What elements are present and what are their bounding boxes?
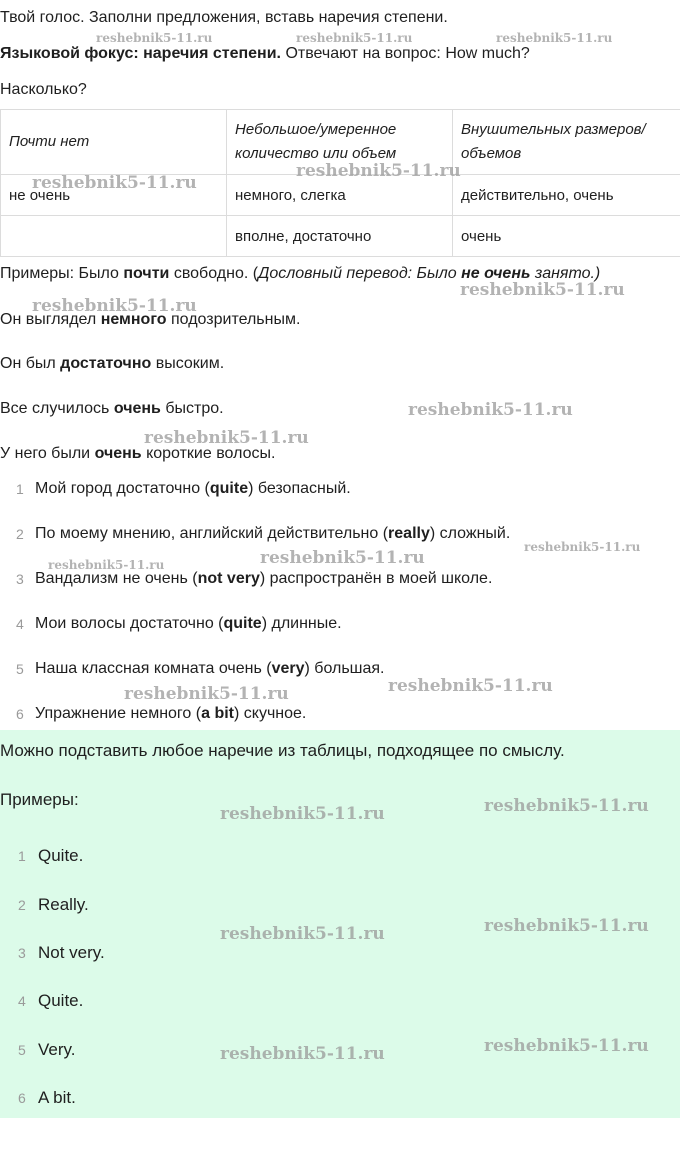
answer-item: Quite. xyxy=(38,846,84,865)
example-text: Примеры: Было xyxy=(0,265,124,282)
task-instruction: Твой голос. Заполни предложения, вставь наречия степени. xyxy=(0,9,448,26)
answer-item: Not very. xyxy=(38,943,105,962)
language-focus xyxy=(0,44,530,64)
example-line xyxy=(0,354,224,374)
list-number: 2 xyxy=(16,526,24,542)
task-text: По моему мнению, английский действительно ( xyxy=(35,525,389,542)
watermark: reshebnik5-11.ru xyxy=(220,804,385,824)
table-cell: действительно, очень xyxy=(453,175,680,216)
watermark: reshebnik5-11.ru xyxy=(48,558,165,572)
table-cell: очень xyxy=(453,216,680,257)
answer-item: A bit. xyxy=(38,1088,76,1107)
watermark: reshebnik5-11.ru xyxy=(296,31,413,45)
task-adverb: quite xyxy=(209,480,249,497)
list-item xyxy=(35,704,306,724)
example-text: Он был xyxy=(0,355,61,372)
answer-number: 5 xyxy=(18,1042,26,1058)
table-row xyxy=(1,216,680,257)
list-item xyxy=(35,569,492,589)
answer-examples-label: Примеры: xyxy=(0,790,79,809)
watermark: reshebnik5-11.ru xyxy=(296,161,461,181)
example-adverb: почти xyxy=(123,265,170,282)
task-adverb: not very xyxy=(197,570,260,587)
task-text: Наша классная комната очень ( xyxy=(35,660,272,677)
example-text: короткие волосы. xyxy=(141,445,276,462)
table-header-cell: Небольшое/умеренное количество или объем xyxy=(227,110,453,175)
watermark: reshebnik5-11.ru xyxy=(220,1044,385,1064)
watermark: reshebnik5-11.ru xyxy=(144,428,309,448)
example-text: быстро. xyxy=(160,400,224,417)
watermark: reshebnik5-11.ru xyxy=(220,924,385,944)
task-text: ) распространён в моей школе. xyxy=(259,570,493,587)
example-translation: занято.) xyxy=(530,265,601,282)
watermark: reshebnik5-11.ru xyxy=(484,796,649,816)
task-adverb: a bit xyxy=(201,705,234,722)
list-number: 6 xyxy=(16,706,24,722)
example-line xyxy=(0,399,224,419)
example-text: У него были xyxy=(0,445,95,462)
list-item xyxy=(35,479,351,499)
table-header-cell: Почти нет xyxy=(1,110,227,175)
task-text: Мой город достаточно ( xyxy=(35,480,210,497)
watermark: reshebnik5-11.ru xyxy=(96,31,213,45)
example-adverb: не очень xyxy=(461,265,531,282)
example-adverb: достаточно xyxy=(60,355,152,372)
list-number: 3 xyxy=(16,571,24,587)
answer-number: 4 xyxy=(18,993,26,1009)
list-number: 1 xyxy=(16,481,24,497)
example-text: Он выглядел xyxy=(0,311,101,328)
list-item xyxy=(35,524,510,544)
table-cell: не очень xyxy=(1,175,227,216)
answer-item: Quite. xyxy=(38,991,84,1010)
watermark: reshebnik5-11.ru xyxy=(460,280,625,300)
task-text: ) большая. xyxy=(304,660,385,677)
list-number: 4 xyxy=(16,616,24,632)
table-cell xyxy=(1,216,227,257)
watermark: reshebnik5-11.ru xyxy=(408,400,573,420)
example-adverb: немного xyxy=(100,311,167,328)
list-item xyxy=(35,659,385,679)
task-text: Упражнение немного ( xyxy=(35,705,202,722)
task-text: Вандализм не очень ( xyxy=(35,570,198,587)
question-text: Насколько? xyxy=(0,81,87,98)
watermark: reshebnik5-11.ru xyxy=(124,684,289,704)
focus-label: Языковой фокус: наречия степени. xyxy=(0,45,281,62)
task-text: ) длинные. xyxy=(261,615,342,632)
watermark: reshebnik5-11.ru xyxy=(496,31,613,45)
example-text: высоким. xyxy=(151,355,225,372)
example-adverb: очень xyxy=(94,445,142,462)
watermark: reshebnik5-11.ru xyxy=(484,916,649,936)
answer-number: 1 xyxy=(18,848,26,864)
focus-text: Отвечают на вопрос: How much? xyxy=(281,45,530,62)
task-text: Мои волосы достаточно ( xyxy=(35,615,224,632)
watermark: reshebnik5-11.ru xyxy=(524,540,641,554)
answer-number: 6 xyxy=(18,1090,26,1106)
watermark: reshebnik5-11.ru xyxy=(32,296,197,316)
table-cell: вполне, достаточно xyxy=(227,216,453,257)
watermark: reshebnik5-11.ru xyxy=(388,676,553,696)
watermark: reshebnik5-11.ru xyxy=(484,1036,649,1056)
example-text: свободно. ( xyxy=(169,265,259,282)
answer-item: Really. xyxy=(38,895,89,914)
watermark: reshebnik5-11.ru xyxy=(260,548,425,568)
task-adverb: very xyxy=(271,660,305,677)
answer-item: Very. xyxy=(38,1040,76,1059)
task-text: ) сложный. xyxy=(429,525,511,542)
example-text: Все случилось xyxy=(0,400,114,417)
watermark: reshebnik5-11.ru xyxy=(32,173,197,193)
example-adverb: очень xyxy=(113,400,161,417)
list-number: 5 xyxy=(16,661,24,677)
table-cell: немного, слегка xyxy=(227,175,453,216)
table-header-cell: Внушительных размеров/ объемов xyxy=(453,110,680,175)
answer-number: 2 xyxy=(18,897,26,913)
answer-note: Можно подставить любое наречие из таблицы, подходящее по смыслу. xyxy=(0,741,565,760)
list-item xyxy=(35,614,342,634)
example-translation: Дословный перевод: Было xyxy=(258,265,462,282)
task-text: ) безопасный. xyxy=(248,480,351,497)
example-text: подозрительным. xyxy=(166,311,301,328)
task-text: ) скучное. xyxy=(233,705,307,722)
task-adverb: really xyxy=(388,525,430,542)
task-adverb: quite xyxy=(223,615,262,632)
answer-number: 3 xyxy=(18,945,26,961)
